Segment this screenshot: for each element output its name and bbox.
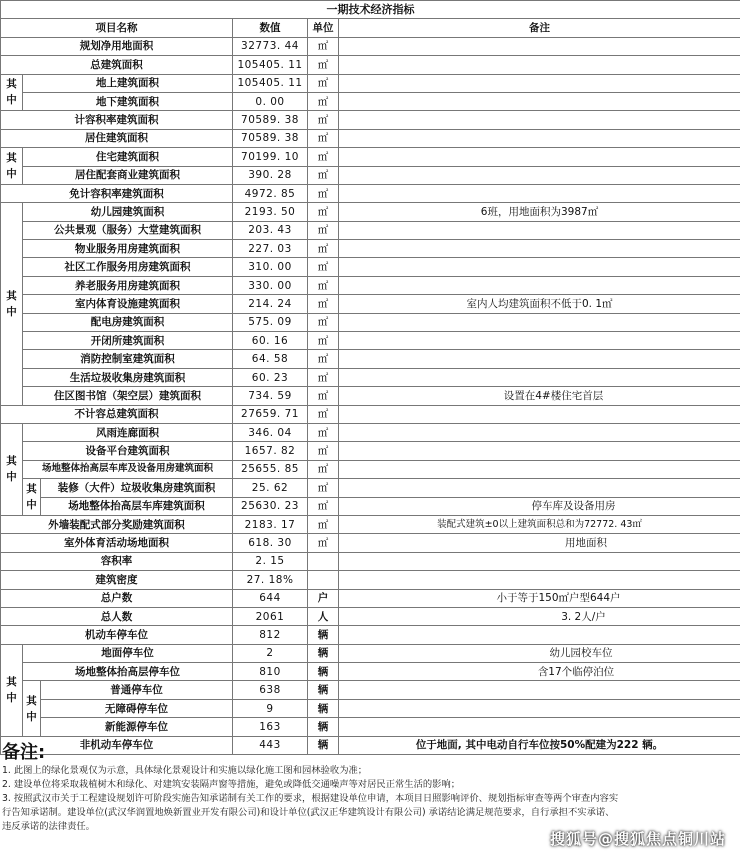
row-note (339, 111, 740, 129)
row-unit: ㎡ (308, 258, 339, 276)
table-row (1, 37, 740, 55)
qi-label: 其 中 (1, 644, 23, 736)
table-row (1, 534, 740, 552)
row-value: 810 (233, 663, 308, 681)
row-note (339, 460, 740, 478)
row-note (339, 56, 740, 74)
row-note (339, 681, 740, 699)
row-unit: ㎡ (308, 350, 339, 368)
row-name: 总建筑面积 (1, 56, 233, 74)
table-row (1, 479, 740, 497)
table-row (1, 497, 740, 515)
row-note (339, 74, 740, 92)
row-unit: ㎡ (308, 184, 339, 202)
table-row (1, 368, 740, 386)
row-name: 社区工作服务用房建筑面积 (23, 258, 233, 276)
row-name: 机动车停车位 (1, 626, 233, 644)
row-note (339, 571, 740, 589)
table-row (1, 718, 740, 736)
row-name: 配电房建筑面积 (23, 313, 233, 331)
table-row (1, 571, 740, 589)
row-name: 免计容积率建筑面积 (1, 184, 233, 202)
row-unit: ㎡ (308, 387, 339, 405)
table-row (1, 332, 740, 350)
table-row (1, 92, 740, 110)
row-name: 场地整体抬高层车库及设备用房建筑面积 (23, 460, 233, 478)
table-row (1, 699, 740, 717)
row-value: 105405. 11 (233, 74, 308, 92)
row-note (339, 626, 740, 644)
table-row (1, 276, 740, 294)
table-row (1, 240, 740, 258)
row-value: 2193. 50 (233, 203, 308, 221)
row-value: 25. 62 (233, 479, 308, 497)
row-note (339, 184, 740, 202)
qi-label: 其 中 (23, 681, 41, 736)
row-unit: ㎡ (308, 148, 339, 166)
row-value: 2 (233, 644, 308, 662)
table-row (1, 111, 740, 129)
row-note: 装配式建筑±0以上建筑面积总和为72772. 43㎡ (339, 515, 740, 533)
table-row (1, 460, 740, 478)
row-note (339, 313, 740, 331)
row-value: 64. 58 (233, 350, 308, 368)
row-name: 不计容总建筑面积 (1, 405, 233, 423)
row-value: 32773. 44 (233, 37, 308, 55)
note-line: 违反承诺的法律责任。 (2, 821, 95, 832)
table-row (1, 129, 740, 147)
note-line: 2. 建设单位将采取栽植树木和绿化、对建筑安装隔声窗等措施，避免或降低交通噪声等对居民正常生活的影响； (2, 779, 461, 790)
row-name: 室内体育设施建筑面积 (23, 295, 233, 313)
row-note: 3. 2人/户 (339, 607, 740, 625)
row-value: 9 (233, 699, 308, 717)
qi-label: 其 中 (1, 74, 23, 111)
row-unit: ㎡ (308, 515, 339, 533)
row-value: 310. 00 (233, 258, 308, 276)
table-row (1, 184, 740, 202)
row-note (339, 276, 740, 294)
table-row (1, 56, 740, 74)
row-name: 物业服务用房建筑面积 (23, 240, 233, 258)
row-name: 地上建筑面积 (23, 74, 233, 92)
table-row (1, 295, 740, 313)
row-name: 地面停车位 (23, 644, 233, 662)
table-row (1, 221, 740, 239)
row-value: 60. 16 (233, 332, 308, 350)
row-name: 总人数 (1, 607, 233, 625)
row-note: 停车库及设备用房 (339, 497, 740, 515)
header-value: 数值 (233, 19, 308, 37)
table-row (1, 166, 740, 184)
table-row (1, 258, 740, 276)
row-name: 公共景观（服务）大堂建筑面积 (23, 221, 233, 239)
row-note (339, 442, 740, 460)
row-unit: ㎡ (308, 442, 339, 460)
row-value: 70589. 38 (233, 129, 308, 147)
table-row (1, 663, 740, 681)
row-note: 含17个临停泊位 (339, 663, 740, 681)
row-value: 105405. 11 (233, 56, 308, 74)
row-unit: ㎡ (308, 534, 339, 552)
row-name: 计容积率建筑面积 (1, 111, 233, 129)
row-value: 227. 03 (233, 240, 308, 258)
row-unit: ㎡ (308, 92, 339, 110)
table-row (1, 589, 740, 607)
row-name: 非机动车停车位 (1, 736, 233, 754)
row-note: 6班，用地面积为3987㎡ (339, 203, 740, 221)
row-note (339, 699, 740, 717)
row-name: 幼儿园建筑面积 (23, 203, 233, 221)
table-row (1, 350, 740, 368)
row-note (339, 552, 740, 570)
row-note (339, 718, 740, 736)
row-value: 734. 59 (233, 387, 308, 405)
row-unit: 辆 (308, 736, 339, 754)
row-unit: 辆 (308, 644, 339, 662)
row-value: 2. 15 (233, 552, 308, 570)
header-item: 项目名称 (1, 19, 233, 37)
qi-label: 其 中 (1, 148, 23, 185)
row-note (339, 423, 740, 441)
header-note: 备注 (339, 19, 740, 37)
row-value: 812 (233, 626, 308, 644)
row-value: 2183. 17 (233, 515, 308, 533)
row-value: 2061 (233, 607, 308, 625)
row-value: 1657. 82 (233, 442, 308, 460)
row-unit: 辆 (308, 718, 339, 736)
row-value: 70199. 10 (233, 148, 308, 166)
row-unit: ㎡ (308, 56, 339, 74)
row-name: 普通停车位 (41, 681, 233, 699)
row-unit: ㎡ (308, 368, 339, 386)
note-line: 行告知承诺制。建设单位(武汉华润置地焕新置业开发有限公司)和设计单位(武汉正华建筑设计有限公司) 承诺结论满足规范要求，自行承担不实承诺、 (2, 807, 615, 818)
row-note (339, 92, 740, 110)
table-row (1, 607, 740, 625)
row-note (339, 350, 740, 368)
row-unit: 辆 (308, 699, 339, 717)
table-row (1, 405, 740, 423)
row-name: 新能源停车位 (41, 718, 233, 736)
row-note: 小于等于150㎡户型644户 (339, 589, 740, 607)
row-unit: ㎡ (308, 221, 339, 239)
row-name: 地下建筑面积 (23, 92, 233, 110)
row-name: 居住建筑面积 (1, 129, 233, 147)
row-note (339, 221, 740, 239)
note-line: 3. 按照武汉市关于工程建设规划许可阶段实施告知承诺制有关工作的要求，根据建设单位申请，本项目日照影响评价、规划指标审查等两个审查内容实 (2, 793, 619, 804)
row-value: 27659. 71 (233, 405, 308, 423)
table-row (1, 552, 740, 570)
row-unit: ㎡ (308, 129, 339, 147)
row-value: 27. 18% (233, 571, 308, 589)
row-name: 开闭所建筑面积 (23, 332, 233, 350)
row-name: 总户数 (1, 589, 233, 607)
row-unit: ㎡ (308, 166, 339, 184)
row-note: 位于地面, 其中电动自行车位按50%配建为222 辆。 (339, 736, 740, 754)
row-note: 幼儿园校车位 (339, 644, 740, 662)
row-value: 638 (233, 681, 308, 699)
row-value: 163 (233, 718, 308, 736)
row-name: 规划净用地面积 (1, 37, 233, 55)
row-name: 容积率 (1, 552, 233, 570)
row-unit: 辆 (308, 626, 339, 644)
row-unit: ㎡ (308, 332, 339, 350)
row-note (339, 258, 740, 276)
notes-section (2, 742, 738, 834)
row-name: 设备平台建筑面积 (23, 442, 233, 460)
row-unit: ㎡ (308, 37, 339, 55)
row-unit: 户 (308, 589, 339, 607)
table-row (1, 313, 740, 331)
row-note (339, 332, 740, 350)
row-value: 214. 24 (233, 295, 308, 313)
row-name: 生活垃圾收集房建筑面积 (23, 368, 233, 386)
qi-label: 其 中 (1, 203, 23, 405)
row-name: 室外体育活动场地面积 (1, 534, 233, 552)
row-note (339, 166, 740, 184)
row-name: 住宅建筑面积 (23, 148, 233, 166)
row-value: 203. 43 (233, 221, 308, 239)
row-unit (308, 571, 339, 589)
row-note (339, 479, 740, 497)
row-name: 消防控制室建筑面积 (23, 350, 233, 368)
row-value: 390. 28 (233, 166, 308, 184)
row-note (339, 405, 740, 423)
row-value: 25630. 23 (233, 497, 308, 515)
row-name: 居住配套商业建筑面积 (23, 166, 233, 184)
row-name: 场地整体抬高层停车位 (23, 663, 233, 681)
row-value: 443 (233, 736, 308, 754)
row-note: 室内人均建筑面积不低于0. 1㎡ (339, 295, 740, 313)
row-value: 644 (233, 589, 308, 607)
row-unit: ㎡ (308, 497, 339, 515)
qi-label: 其 中 (1, 423, 23, 515)
row-value: 346. 04 (233, 423, 308, 441)
row-unit: 辆 (308, 681, 339, 699)
header-unit: 单位 (308, 19, 339, 37)
row-name: 场地整体抬高层车库建筑面积 (41, 497, 233, 515)
row-note (339, 240, 740, 258)
row-unit: ㎡ (308, 111, 339, 129)
note-line: 1. 此图上的绿化景观仅为示意，具体绿化景观设计和实施以绿化施工图和园林验收为准； (2, 765, 368, 776)
row-unit: ㎡ (308, 423, 339, 441)
row-unit: ㎡ (308, 74, 339, 92)
row-value: 25655. 85 (233, 460, 308, 478)
row-note (339, 129, 740, 147)
row-note (339, 148, 740, 166)
row-value: 70589. 38 (233, 111, 308, 129)
row-name: 养老服务用房建筑面积 (23, 276, 233, 294)
row-name: 外墙装配式部分奖励建筑面积 (1, 515, 233, 533)
row-note: 用地面积 (339, 534, 740, 552)
row-value: 4972. 85 (233, 184, 308, 202)
qi-label: 其 中 (23, 479, 41, 516)
row-unit: ㎡ (308, 405, 339, 423)
row-value: 60. 23 (233, 368, 308, 386)
table-row (1, 442, 740, 460)
row-value: 618. 30 (233, 534, 308, 552)
row-name: 装修（大件）垃圾收集房建筑面积 (41, 479, 233, 497)
row-value: 0. 00 (233, 92, 308, 110)
table-row (1, 74, 740, 92)
table-row (1, 644, 740, 662)
row-unit: ㎡ (308, 479, 339, 497)
table-row (1, 423, 740, 441)
row-name: 住区图书馆（架空层）建筑面积 (23, 387, 233, 405)
row-unit: 辆 (308, 663, 339, 681)
row-unit: 人 (308, 607, 339, 625)
watermark: 搜狐号@搜狐焦点铜川站 (549, 830, 726, 848)
notes-title: 备注: (2, 742, 46, 763)
table-row (1, 203, 740, 221)
row-unit: ㎡ (308, 276, 339, 294)
row-note (339, 37, 740, 55)
row-unit: ㎡ (308, 460, 339, 478)
table-row (1, 515, 740, 533)
table-row (1, 626, 740, 644)
row-value: 330. 00 (233, 276, 308, 294)
row-unit (308, 552, 339, 570)
table-row (1, 387, 740, 405)
row-value: 575. 09 (233, 313, 308, 331)
table-title: 一期技术经济指标 (1, 1, 740, 19)
row-note: 设置在4#楼住宅首层 (339, 387, 740, 405)
row-name: 风雨连廊面积 (23, 423, 233, 441)
table-row (1, 148, 740, 166)
row-unit: ㎡ (308, 313, 339, 331)
table-row (1, 681, 740, 699)
row-unit: ㎡ (308, 295, 339, 313)
row-name: 建筑密度 (1, 571, 233, 589)
row-name: 无障碍停车位 (41, 699, 233, 717)
row-note (339, 368, 740, 386)
row-unit: ㎡ (308, 203, 339, 221)
row-unit: ㎡ (308, 240, 339, 258)
